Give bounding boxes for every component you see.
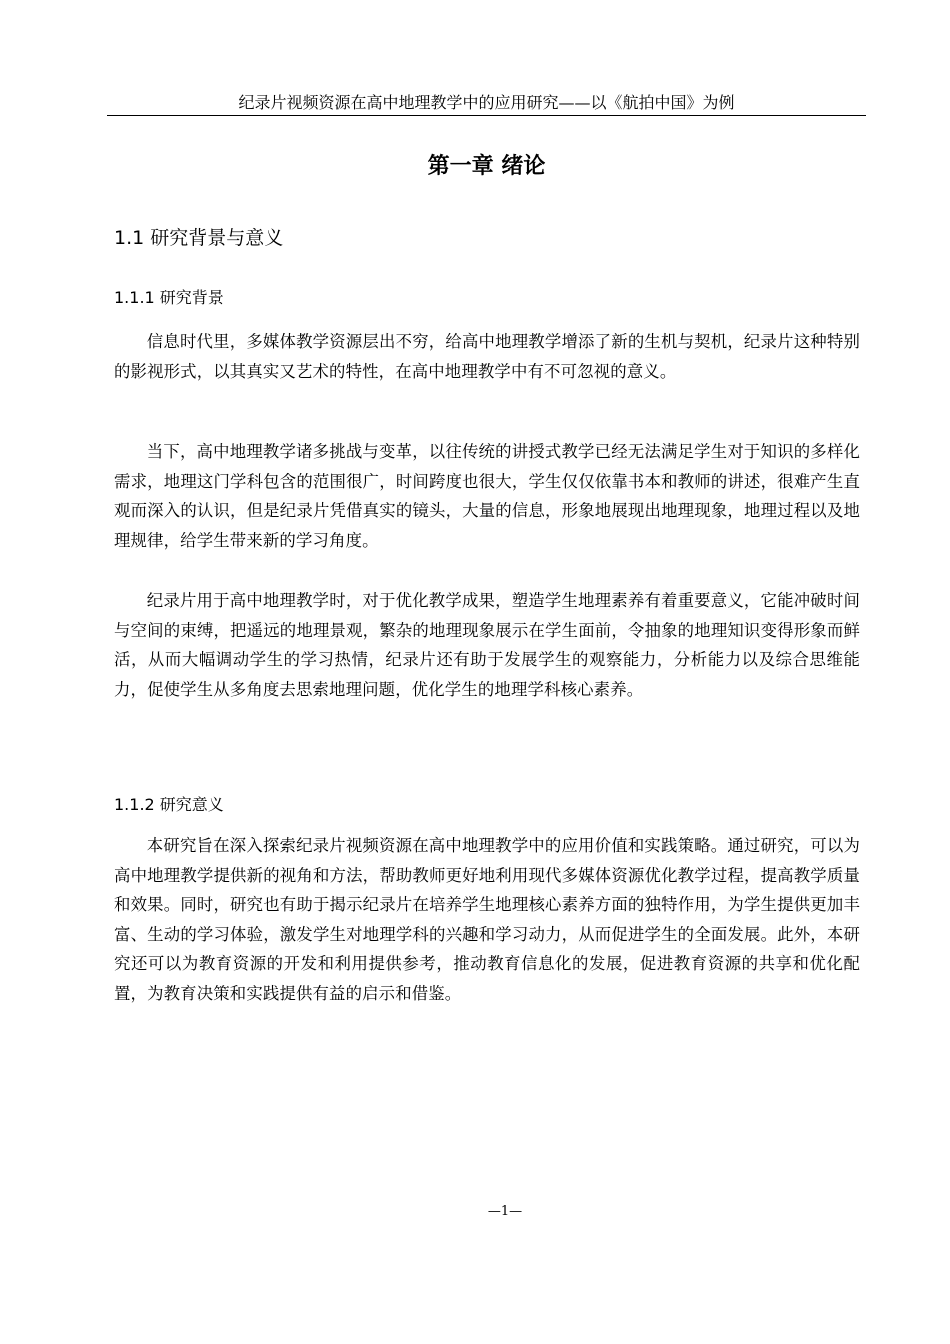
subsection-heading-background: 1.1.1 研究背景 [114,288,224,307]
page-number: —1— [487,1204,523,1219]
subsection-heading-significance: 1.1.2 研究意义 [114,795,224,814]
body-paragraph: 纪录片用于高中地理教学时，对于优化教学成果，塑造学生地理素养有着重要意义，它能冲破时间与空间的束缚，把遥远的地理景观，繁杂的地理现象展示在学生面前，令抽象的地理知识变得形象而鲜活，从而大幅调动学生的学习热情，纪录片还有助于发展学生的观察能力，分析能力以及综合思维能力，促使学生从多角度去思索地理问题，优化学生的地理学科核心素养。 [114,591,860,699]
section-heading: 1.1 研究背景与意义 [114,227,284,249]
header-divider [107,115,866,116]
body-paragraph: 信息时代里，多媒体教学资源层出不穷，给高中地理教学增添了新的生机与契机，纪录片这种特别的影视形式，以其真实又艺术的特性，在高中地理教学中有不可忽视的意义。 [114,332,860,381]
body-paragraph: 本研究旨在深入探索纪录片视频资源在高中地理教学中的应用价值和实践策略。通过研究，可以为高中地理教学提供新的视角和方法，帮助教师更好地利用现代多媒体资源优化教学过程，提高教学质量和效果。同时，研究也有助于揭示纪录片在培养学生地理核心素养方面的独特作用，为学生提供更加丰富、生动的学习体验，激发学生对地理学科的兴趣和学习动力，从而促进学生的全面发展。此外，本研究还可以为教育资源的开发和利用提供参考，推动教育信息化的发展，促进教育资源的共享和优化配置，为教育决策和实践提供有益的启示和借鉴。 [114,836,860,1003]
body-paragraph: 当下，高中地理教学诸多挑战与变革，以往传统的讲授式教学已经无法满足学生对于知识的多样化需求，地理这门学科包含的范围很广，时间跨度也很大，学生仅仅依靠书本和教师的讲述，很难产生直观而深入的认识，但是纪录片凭借真实的镜头，大量的信息，形象地展现出地理现象，地理过程以及地理规律，给学生带来新的学习角度。 [114,442,860,550]
chapter-title: 第一章 绪论 [427,154,546,179]
running-header: 纪录片视频资源在高中地理教学中的应用研究——以《航拍中国》为例 [238,93,735,112]
